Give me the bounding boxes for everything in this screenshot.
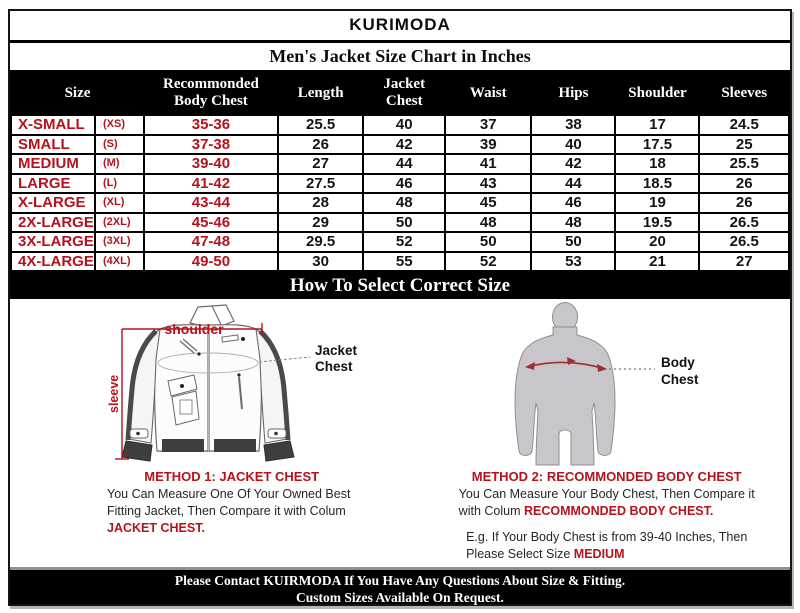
cell-waist: 52	[445, 252, 531, 272]
cell-sleeves: 26	[699, 174, 789, 194]
footer-bar	[10, 567, 790, 604]
table-header-row	[11, 71, 789, 115]
table-row	[11, 174, 789, 194]
cell-size-name: X-SMALL	[11, 115, 95, 135]
method-2-line2-prefix: with Colum	[458, 504, 524, 518]
example-line2-prefix: Please Select Size	[466, 547, 574, 561]
table-row	[11, 193, 789, 213]
cell-waist: 45	[445, 193, 531, 213]
cell-shoulder: 21	[615, 252, 699, 272]
cell-hips: 40	[531, 135, 615, 155]
cell-sleeves: 27	[699, 252, 789, 272]
cell-length: 30	[278, 252, 364, 272]
col-header-size: Size	[11, 71, 144, 115]
footer-line2: Custom Sizes Available On Request.	[296, 590, 504, 605]
method-1-text	[107, 486, 350, 537]
col-header-waist: Waist	[445, 71, 531, 115]
method-1-column	[10, 301, 423, 567]
example-highlight: MEDIUM	[573, 547, 625, 561]
cell-body-chest: 49-50	[144, 252, 278, 272]
method-2-title: METHOD 2: RECOMMONDED BODY CHEST	[471, 469, 742, 484]
cell-shoulder: 17.5	[615, 135, 699, 155]
cell-size-abbr: (L)	[95, 174, 144, 194]
cell-body-chest: 41-42	[144, 174, 278, 194]
method-2-column	[423, 301, 790, 567]
table-row	[11, 252, 789, 272]
table-row	[11, 232, 789, 252]
cell-hips: 53	[531, 252, 615, 272]
cell-jacket-chest: 50	[363, 213, 445, 233]
cell-jacket-chest: 52	[363, 232, 445, 252]
cell-body-chest: 43-44	[144, 193, 278, 213]
jacket-chest-label-line2: Chest	[315, 359, 353, 374]
cell-length: 29	[278, 213, 364, 233]
cell-size-abbr: (3XL)	[95, 232, 144, 252]
cell-size-abbr: (S)	[95, 135, 144, 155]
method-1-line2: Fitting Jacket, Then Compare it with Colum	[107, 504, 346, 518]
cell-sleeves: 26.5	[699, 213, 789, 233]
cell-length: 28	[278, 193, 364, 213]
cell-size-abbr: (XS)	[95, 115, 144, 135]
cell-hips: 48	[531, 213, 615, 233]
cell-size-name: 2X-LARGE	[11, 213, 95, 233]
col-header-shoulder: Shoulder	[615, 71, 699, 115]
footer-line1: Please Contact KUIRMODA If You Have Any Questions About Size & Fitting.	[174, 573, 626, 588]
cell-waist: 50	[445, 232, 531, 252]
cell-jacket-chest: 48	[363, 193, 445, 213]
cell-length: 29.5	[278, 232, 364, 252]
cell-size-name: MEDIUM	[11, 154, 95, 174]
method-2-example	[466, 529, 747, 563]
cell-sleeves: 25.5	[699, 154, 789, 174]
cell-jacket-chest: 55	[363, 252, 445, 272]
cell-length: 27	[278, 154, 364, 174]
cell-shoulder: 18	[615, 154, 699, 174]
body-chest-label-line1: Body	[661, 355, 695, 370]
cell-waist: 39	[445, 135, 531, 155]
jacket-chest-label-line1: Jacket	[315, 343, 358, 358]
method-2-text	[459, 486, 755, 520]
cell-size-abbr: (M)	[95, 154, 144, 174]
cell-shoulder: 17	[615, 115, 699, 135]
method-1-highlight: JACKET CHEST.	[107, 521, 205, 535]
cell-length: 27.5	[278, 174, 364, 194]
chart-frame	[8, 9, 792, 606]
cell-hips: 50	[531, 232, 615, 252]
cell-shoulder: 20	[615, 232, 699, 252]
shoulder-label: shoulder	[164, 321, 224, 337]
cell-hips: 44	[531, 174, 615, 194]
cell-sleeves: 25	[699, 135, 789, 155]
chart-title: Men's Jacket Size Chart in Inches	[269, 46, 531, 66]
cell-jacket-chest: 42	[363, 135, 445, 155]
cell-hips: 42	[531, 154, 615, 174]
how-to-select-heading: How To Select Correct Size	[10, 272, 790, 299]
body-diagram	[479, 301, 734, 467]
brand-name: KURIMODA	[349, 15, 451, 34]
cell-sleeves: 24.5	[699, 115, 789, 135]
method-2-line1: You Can Measure Your Body Chest, Then Compare it	[458, 487, 755, 501]
cell-size-abbr: (4XL)	[95, 252, 144, 272]
col-header-sleeves: Sleeves	[699, 71, 789, 115]
cell-size-name: X-LARGE	[11, 193, 95, 213]
col-header-hips: Hips	[531, 71, 615, 115]
cell-length: 26	[278, 135, 364, 155]
table-row	[11, 154, 789, 174]
size-chart-table	[10, 70, 790, 272]
method-2-highlight: RECOMMONDED BODY CHEST.	[523, 504, 714, 518]
cell-sleeves: 26.5	[699, 232, 789, 252]
cell-body-chest: 37-38	[144, 135, 278, 155]
cell-sleeves: 26	[699, 193, 789, 213]
cell-body-chest: 47-48	[144, 232, 278, 252]
cell-body-chest: 45-46	[144, 213, 278, 233]
table-row	[11, 135, 789, 155]
col-header-jacket-chest: Jacket Chest	[363, 71, 445, 115]
cell-waist: 37	[445, 115, 531, 135]
method-1-line1: You Can Measure One Of Your Owned Best	[107, 487, 351, 501]
cell-length: 25.5	[278, 115, 364, 135]
col-header-body-chest: Recommonded Body Chest	[144, 71, 278, 115]
cell-waist: 41	[445, 154, 531, 174]
method-1-title: METHOD 1: JACKET CHEST	[144, 469, 320, 484]
sleeve-label: sleeve	[107, 374, 121, 413]
cell-hips: 38	[531, 115, 615, 135]
cell-shoulder: 19.5	[615, 213, 699, 233]
cell-waist: 43	[445, 174, 531, 194]
cell-shoulder: 19	[615, 193, 699, 213]
cell-size-abbr: (2XL)	[95, 213, 144, 233]
cell-size-abbr: (XL)	[95, 193, 144, 213]
cell-body-chest: 39-40	[144, 154, 278, 174]
cell-jacket-chest: 44	[363, 154, 445, 174]
cell-jacket-chest: 40	[363, 115, 445, 135]
cell-size-name: 4X-LARGE	[11, 252, 95, 272]
cell-shoulder: 18.5	[615, 174, 699, 194]
cell-jacket-chest: 46	[363, 174, 445, 194]
cell-waist: 48	[445, 213, 531, 233]
table-row	[11, 213, 789, 233]
cell-size-name: SMALL	[11, 135, 95, 155]
cell-body-chest: 35-36	[144, 115, 278, 135]
col-header-length: Length	[278, 71, 364, 115]
example-line1: E.g. If Your Body Chest is from 39-40 Inches, Then	[466, 530, 748, 544]
jacket-diagram	[102, 301, 402, 467]
cell-size-name: LARGE	[11, 174, 95, 194]
table-row	[11, 115, 789, 135]
cell-hips: 46	[531, 193, 615, 213]
body-chest-label-line2: Chest	[661, 372, 699, 387]
brand-bar	[10, 11, 790, 43]
diagram-section	[10, 299, 790, 567]
cell-size-name: 3X-LARGE	[11, 232, 95, 252]
